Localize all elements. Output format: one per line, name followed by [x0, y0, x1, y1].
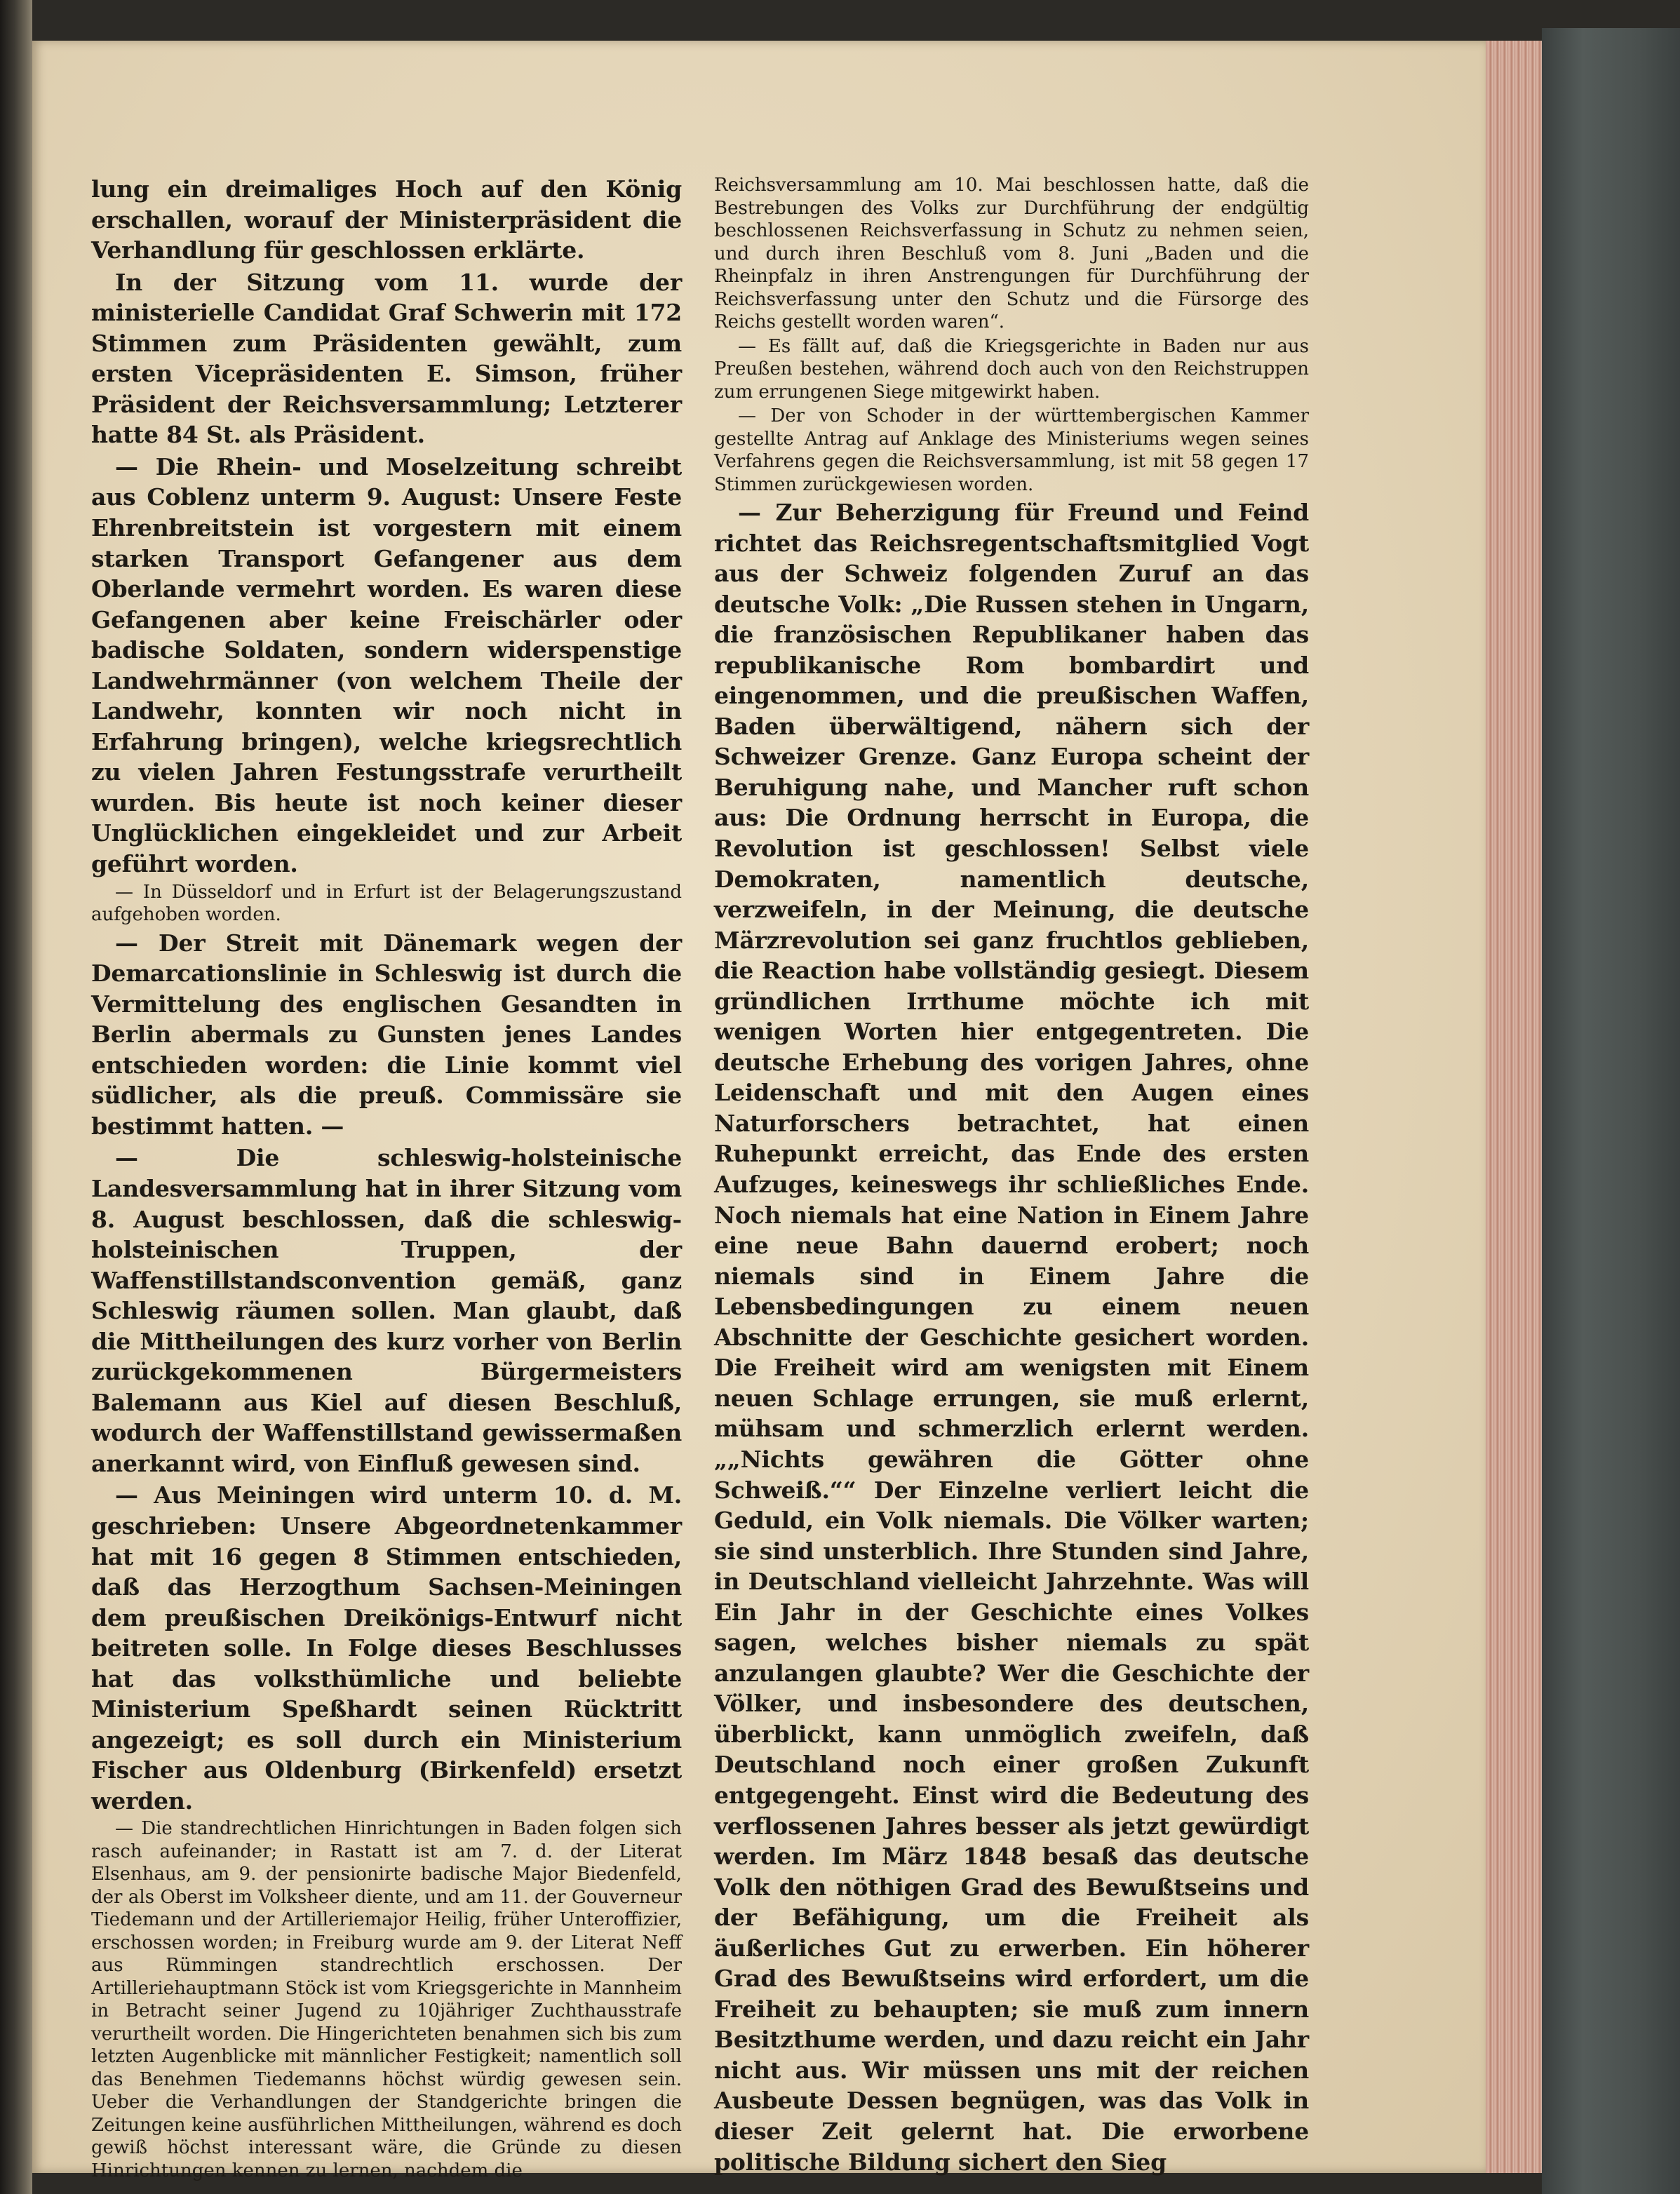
paragraph: — Aus Meiningen wird unterm 10. d. M. geschrieben: Unsere Abgeordnetenkammer hat mit 16 gegen 8 Stimmen entschieden, daß das Herzogthum Sachsen-Meiningen dem preußischen Dreikönigs-Entwurf nicht beitreten solle. In Folge dieses Beschlusses hat das volksthümliche und beliebte Ministerium Speßhardt seinen Rücktritt angezeigt; es soll durch ein Ministerium Fischer aus Oldenburg (Birkenfeld) ersetzt werden. — [91, 1481, 682, 1815]
previous-page-edge — [0, 0, 32, 2194]
paragraph: — Es fällt auf, daß die Kriegsgerichte in Baden nur aus Preußen bestehen, während doch auch von den Reichstruppen zum errungenen Siege mitgewirkt haben. — [714, 335, 1309, 403]
paragraph: — In Düsseldorf und in Erfurt ist der Belagerungszustand aufgehoben worden. — [91, 881, 682, 926]
paragraph: — Die Rhein- und Moselzeitung schreibt aus Coblenz unterm 9. August: Unsere Feste Ehrenbreitstein ist vorgestern mit einem starken Transport Gefangener aus dem Oberlande vermehrt worden. Es waren diese Gefangenen aber keine Freischärler oder badische Soldaten, sondern widerspenstige Landwehrmänner (von welchem Theile der Landwehr, konnten wir noch nicht in Erfahrung bringen), welche kriegsrechtlich zu vielen Jahren Festungsstrafe verurtheilt wurden. Bis heute ist noch keiner dieser Unglücklichen eingekleidet und zur Arbeit geführt worden. — [91, 452, 682, 878]
left-text-column — [91, 174, 682, 2182]
paragraph: — Die standrechtlichen Hinrichtungen in Baden folgen sich rasch aufeinander; in Rastatt ist am 7. d. der Literat Elsenhaus, am 9. der pensionirte badische Major Biedenfeld, der als Oberst im Volksheer diente, und am 11. der Gouverneur Tiedemann und der Artilleriemajor Heilig, früher Unteroffizier, erschossen worden; in Freiburg wurde am 9. der Literat Neff aus Rümmingen standrechtlich erschossen. Der Artilleriehauptmann Stöck ist vom Kriegsgerichte in Mannheim in Betracht seiner Jugend zu 10jähriger Zuchthausstrafe verurtheilt worden. Die Hingerichteten benahmen sich bis zum letzten Augenblicke mit männlicher Festigkeit; namentlich soll das Benehmen Tiedemanns höchst würdig gewesen sein. Ueber die Verhandlungen der Standgerichte bringen die Zeitungen keine ausführlichen Mittheilungen, während es doch gewiß höchst interessant wäre, die Gründe zu diesen Hinrichtungen kennen zu lernen, nachdem die — [91, 1818, 682, 2181]
paragraph: — Der von Schoder in der württembergischen Kammer gestellte Antrag auf Anklage des Ministeriums wegen seines Verfahrens gegen die Reichsversammlung, ist mit 58 gegen 17 Stimmen zurückgewiesen worden. — [714, 405, 1309, 495]
paragraph: Reichsversammlung am 10. Mai beschlossen hatte, daß die Bestrebungen des Volks zur Durchführung der endgültig beschlossenen Reichsverfassung in Schutz zu nehmen seien, und durch ihren Beschluß vom 8. Juni „Baden und die Rheinpfalz in ihren Anstrengungen für Durchführung der Reichsverfassung unter den Schutz und die Fürsorge des Reichs gestellt worden waren“. — [714, 175, 1309, 332]
paragraph: — Die schleswig-holsteinische Landesversammlung hat in ihrer Sitzung vom 8. August beschlossen, daß die schleswig-holsteinischen Truppen, der Waffenstillstandsconvention gemäß, ganz Schleswig räumen sollen. Man glaubt, daß die Mittheilungen des kurz vorher von Berlin zurückgekommenen Bürgermeisters Balemann aus Kiel auf diesen Beschluß, wodurch der Waffenstillstand gewissermaßen anerkannt wird, von Einfluß gewesen sind. — [91, 1144, 682, 1477]
book-cover-edge — [1542, 28, 1680, 2194]
paragraph: lung ein dreimaliges Hoch auf den König erschallen, worauf der Ministerpräsident die Verhandlung für geschlossen erklärte. — [91, 175, 682, 264]
paragraph: — Zur Beherzigung für Freund und Feind richtet das Reichsregentschaftsmitglied Vogt aus der Schweiz folgenden Zuruf an das deutsche Volk: „Die Russen stehen in Ungarn, die französischen Republikaner haben das republikanische Rom bombardirt und eingenommen, und die preußischen Waffen, Baden überwältigend, nähern sich der Schweizer Grenze. Ganz Europa scheint der Beruhigung nahe, und Mancher ruft schon aus: Die Ordnung herrscht in Europa, die Revolution ist geschlossen! Selbst viele Demokraten, namentlich deutsche, verzweifeln, in der Meinung, die deutsche Märzrevolution sei ganz fruchtlos geblieben, die Reaction habe vollständig gesiegt. Diesem gründlichen Irrthume möchte ich mit wenigen Worten hier entgegentreten. Die deutsche Erhebung des vorigen Jahres, ohne Leidenschaft und mit den Augen eines Naturforschers betrachtet, hat einen Ruhepunkt erreicht, das Ende des ersten Aufzuges, keineswegs ihr schließliches Ende. Noch niemals hat eine Nation in Einem Jahre eine neue Bahn dauernd erobert; noch niemals sind in Einem Jahre die Lebensbedingungen zu einem neuen Abschnitte der Geschichte gesichert worden. Die Freiheit wird am wenigsten mit Einem neuen Schlage errungen, sie muß erlernt, mühsam und schmerzlich erlernt werden. „„Nichts gewähren die Götter ohne Schweiß.““ Der Einzelne verliert leicht die Geduld, ein Volk niemals. Die Völker warten; sie sind unsterblich. Ihre Stunden sind Jahre, in Deutschland vielleicht Jahrzehnte. Was will Ein Jahr in der Geschichte eines Volkes sagen, welches bisher niemals zu spät anzulangen glaubte? Wer die Geschichte der Völker, und insbesondere des deutschen, überblickt, kann unmöglich zweifeln, daß Deutschland noch einer großen Zukunft entgegengeht. Einst wird die Bedeutung des verflossenen Jahres besser als jetzt gewürdigt werden. Im März 1848 besaß das deutsche Volk den nöthigen Grad des Bewußtseins und der Befähigung, um die Freiheit als äußerliches Gut zu erwerben. Ein höherer Grad des Bewußtseins wird erfordert, um die Freiheit zu behaupten; sie muß zum innern Besitzthume werden, und dazu reicht ein Jahr nicht aus. Wir müssen uns mit der reichen Ausbeute Dessen begnügen, was das Volk in dieser Zeit gelernt hat. Die erworbene politische Bildung sichert den Sieg — [714, 499, 1309, 2176]
background-top — [32, 0, 1680, 41]
page-stack-edge — [1486, 41, 1542, 2173]
right-text-column — [714, 174, 1309, 2177]
paragraph: In der Sitzung vom 11. wurde der ministerielle Candidat Graf Schwerin mit 172 Stimmen zum Präsidenten gewählt, zum ersten Vicepräsidenten E. Simson, früher Präsident der Reichsversammlung; Letzterer hatte 84 St. als Präsident. — [91, 268, 682, 449]
paragraph: — Der Streit mit Dänemark wegen der Demarcationslinie in Schleswig ist durch die Vermittelung des englischen Gesandten in Berlin abermals zu Gunsten jenes Landes entschieden worden: die Linie kommt viel südlicher, als die preuß. Commissäre sie bestimmt hatten. — — [91, 929, 682, 1140]
